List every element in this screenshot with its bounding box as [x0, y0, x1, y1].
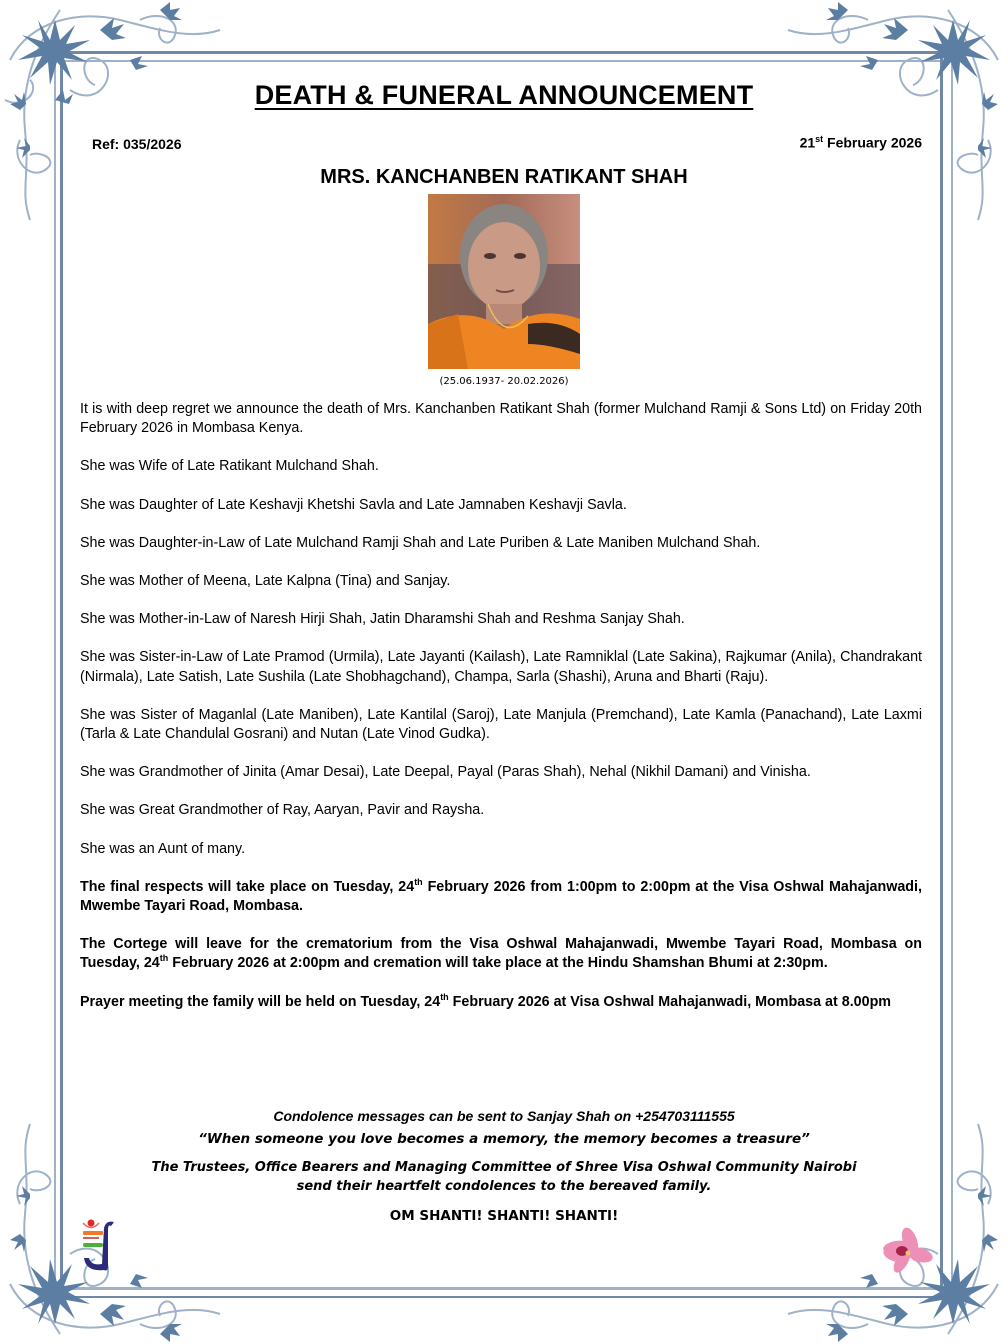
date-suffix: st	[815, 134, 824, 144]
final-respects-text: The final respects will take place on Tuesday, 24	[80, 878, 415, 895]
floral-corner-icon	[0, 0, 230, 230]
announcement-title-text: DEATH & FUNERAL ANNOUNCEMENT	[254, 80, 754, 110]
ordinal-suffix: th	[414, 877, 423, 888]
reference-number: Ref: 035/2026	[92, 136, 182, 152]
paragraph-daughter-in-law: She was Daughter-in-Law of Late Mulchand Ramji Shah and Late Puriben & Late Maniben Mulchand Shah.	[80, 534, 761, 551]
trustees-line-1: The Trustees, Office Bearers and Managing Committee of Shree Visa Oshwal Community Nairobi	[151, 1160, 857, 1175]
final-respects-text-rest: February 2026 from 1:00pm to 2:00pm at the Visa Oshwal Mahajanwadi, Mwembe Tayari Road, Mombasa.	[80, 878, 922, 915]
paragraph-sister-in-law: She was Sister-in-Law of Late Pramod (Urmila), Late Jayanti (Kailash), Late Ramniklal (Late Sakina), Rajkumar (Anila), Chandrakant (Nirmala), Late Satish, Late Sushila (Late Shobhagchand), Champa, Sarla (Shashi), Aruna and Bharti (Raju).	[80, 649, 922, 685]
paragraph-sister: She was Sister of Maganlal (Late Maniben), Late Kantilal (Saroj), Late Manjula (Premchand), Late Kamla (Panachand), Late Laxmi (Tarla & Late Chandulal Gosrani) and Nutan (Late Vinod Gudka).	[80, 706, 922, 743]
paragraph-aunt: She was an Aunt of many.	[80, 840, 246, 857]
trustees-line-2: send their heartfelt condolences to the bereaved family.	[296, 1179, 712, 1194]
closing-prayer: OM SHANTI! SHANTI! SHANTI!	[389, 1208, 619, 1224]
prayer-text: Prayer meeting the family will be held on Tuesday, 24	[80, 993, 441, 1010]
deceased-name: MRS. KANCHANBEN RATIKANT SHAH	[320, 166, 688, 188]
lifespan-dates: (25.06.1937- 20.02.2026)	[439, 376, 569, 387]
announcement-date	[800, 134, 922, 151]
announcement-body	[80, 400, 922, 1031]
ordinal-suffix: th	[159, 953, 169, 964]
condolence-contact: Condolence messages can be sent to Sanjay Shah on +254703111555	[273, 1108, 735, 1124]
orchid-flower-icon	[880, 1225, 934, 1277]
paragraph-mother: She was Mother of Meena, Late Kalpna (Tina) and Sanjay.	[80, 573, 451, 590]
paragraph-great-grandmother: She was Great Grandmother of Ray, Aaryan, Pavir and Raysha.	[80, 802, 485, 819]
cortege-text-rest: February 2026 at 2:00pm and cremation will take place at the Hindu Shamshan Bhumi at 2:30pm.	[168, 955, 828, 972]
paragraph-wife: She was Wife of Late Ratikant Mulchand Shah.	[80, 458, 379, 475]
final-respects-notice	[80, 878, 922, 916]
trustees-message	[0, 1158, 1008, 1196]
paragraph-grandmother: She was Grandmother of Jinita (Amar Desai), Late Deepal, Payal (Paras Shah), Nehal (Nikhil Damani) and Vinisha.	[80, 764, 811, 781]
cortege-text: The Cortege will leave for the crematorium from the Visa Oshwal Mahajanwadi, Mwembe Tayari Road, Mombasa on Tuesday, 24	[80, 936, 922, 972]
memorial-quote: “When someone you love becomes a memory, the memory becomes a treasure”	[198, 1131, 810, 1147]
community-logo-icon	[80, 1218, 120, 1276]
cortege-notice	[80, 935, 922, 973]
paragraph-mother-in-law: She was Mother-in-Law of Naresh Hirji Shah, Jatin Dharamshi Shah and Reshma Sanjay Shah.	[80, 611, 685, 628]
portrait-photo	[428, 194, 580, 369]
paragraph-daughter: She was Daughter of Late Keshavji Khetshi Savla and Late Jamnaben Keshavji Savla.	[80, 496, 627, 513]
floral-corner-icon	[778, 0, 1008, 230]
prayer-meeting-notice	[80, 993, 922, 1012]
announcement-footer	[0, 1107, 1008, 1224]
date-rest: February 2026	[823, 134, 922, 151]
prayer-text-rest: February 2026 at Visa Oshwal Mahajanwadi, Mombasa at 8.00pm	[448, 993, 892, 1010]
paragraph-death-notice: It is with deep regret we announce the death of Mrs. Kanchanben Ratikant Shah (former Mulchand Ramji & Sons Ltd) on Friday 20th February 2026 in Mombasa Kenya.	[80, 401, 922, 437]
date-day: 21	[799, 134, 816, 151]
ordinal-suffix: th	[440, 991, 449, 1002]
announcement-title	[0, 80, 1008, 111]
